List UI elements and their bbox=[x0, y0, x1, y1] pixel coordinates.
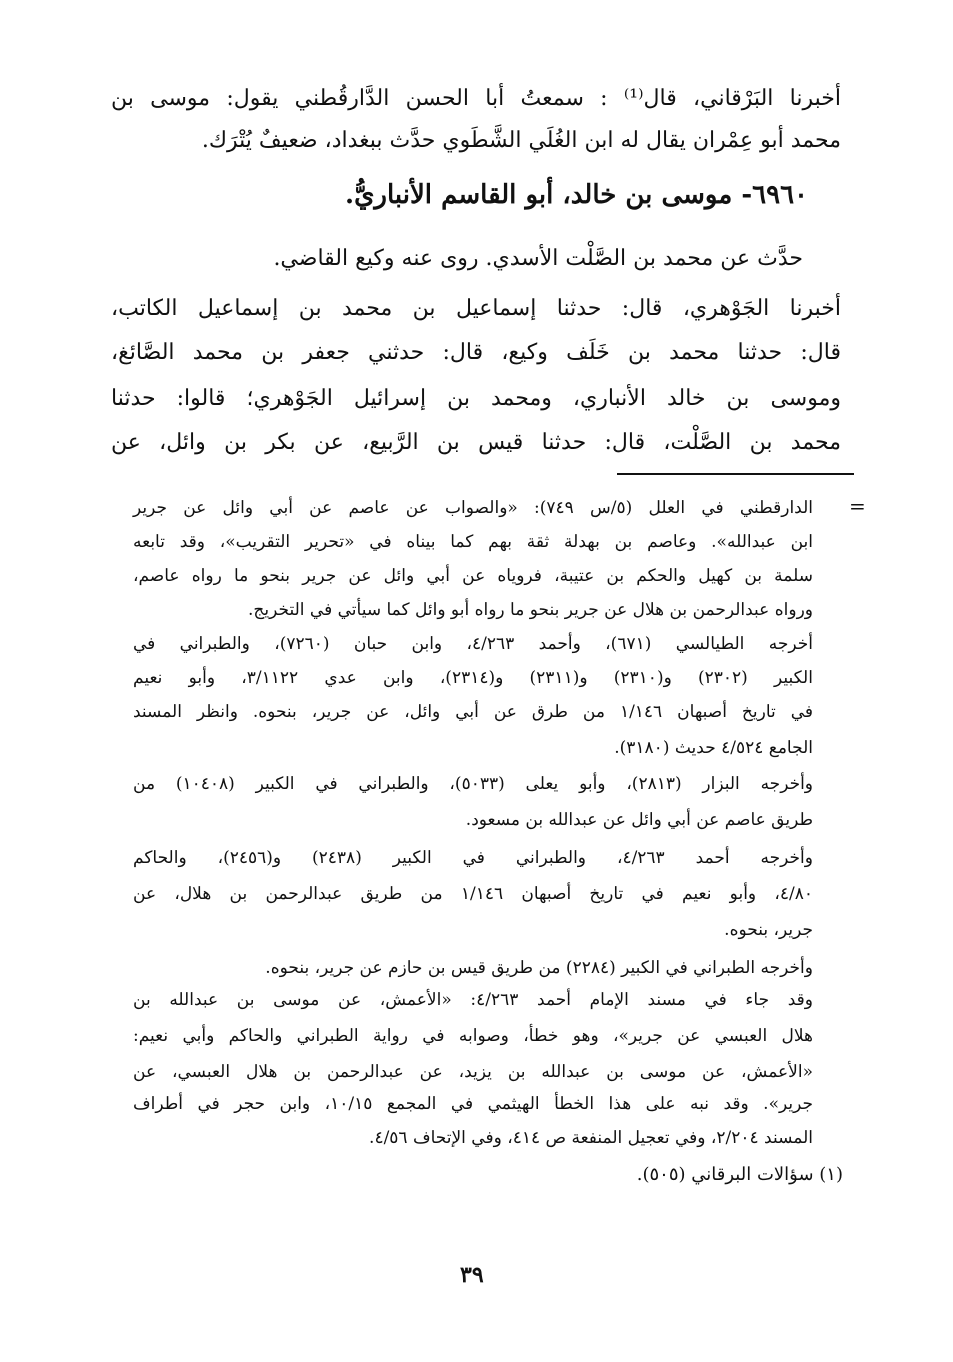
footnote-line: «الأعمش، عن موسى بن عبدالله بن يزيد، عن عبدالرحمن بن هلال العبسي، عن bbox=[133, 1062, 813, 1082]
body-line: حدَّث عن محمد بن الصَّلْت الأسدي. روى عنه وكيع القاضي. bbox=[273, 246, 803, 271]
body-line: أخبرنا البَرْقاني، قال⁽¹⁾ : سمعتُ أبا الحسن الدَّارقُطني يقول: موسى بن bbox=[111, 86, 841, 111]
footnote-line: وأخرجه البزار (٢٨١٣)، وأبو يعلى (٥٠٣٣)، والطبراني في الكبير (١٠٤٠٨) من bbox=[133, 774, 814, 794]
footnote-line: جرير، بنحوه. bbox=[724, 920, 813, 940]
footnote-line: وأخرجه أحمد ٤/٢٦٣، والطبراني في الكبير (٢٤٣٨) و(٢٤٥٦)، والحاكم bbox=[133, 848, 813, 868]
page-number: ٣٩ bbox=[460, 1262, 484, 1288]
footnote-line: الكبير (٢٣٠٢) و(٢٣١٠) و(٢٣١١) و(٢٣١٤)، وابن عدي ٣/١١٢٢، وأبو نعيم bbox=[133, 668, 813, 688]
footnote-separator bbox=[617, 473, 854, 475]
footnote-line: أخرجه الطيالسي (٦٧١)، وأحمد ٤/٢٦٣، وابن حبان (٧٢٦٠)، والطبراني في bbox=[133, 634, 813, 654]
footnote-line: ورواه عبدالرحمن بن هلال عن جرير بنحو ما رواه أبو وائل كما سيأتي في التخريج. bbox=[248, 600, 813, 620]
footnote-line: المسند ٢/٢٠٤، وفي تعجيل المنفعة ص ٤١٤، وفي الإتحاف ٤/٥٦. bbox=[369, 1128, 813, 1148]
continuation-mark: = bbox=[849, 494, 866, 518]
body-line: محمد أبو عِمْران يقال له ابن الغُلَي الشَّطَوي حدَّث ببغداد، ضعيفٌ يُتْرَك. bbox=[201, 128, 841, 153]
footnote-line: الجامع ٤/٥٢٤ حديث (٣١٨٠). bbox=[614, 738, 813, 758]
footnote-line: وأخرجه الطبراني في الكبير (٢٢٨٤) من طريق قيس بن حازم عن جرير، بنحوه. bbox=[265, 958, 813, 978]
footnote-line: هلال العبسي عن جرير»، وهو خطأ، وصوابه في رواية الطبراني والحاكم وأبي نعيم: bbox=[133, 1026, 813, 1046]
body-line: قال: حدثنا محمد بن خَلَف وكيع، قال: حدثني جعفر بن محمد الصَّائغ، bbox=[111, 340, 841, 365]
footnote-line: سلمة بن كهيل والحكم بن عتيبة، فروياه عن أبي وائل عن جرير بنحو ما رواه عاصم، bbox=[133, 566, 813, 586]
footnote-line: ابن عبدالله». وعاصم بن بهدلة ثقة بهم كما بيناه في «تحرير التقريب»، وقد تابعه bbox=[133, 532, 813, 552]
footnote-line: في تاريخ أصبهان ١/١٤٦ من طرق عن أبي وائل، عن جرير، بنحوه. وانظر المسند bbox=[133, 702, 813, 722]
footnote-line: جرير». وقد نبه على هذا الخطأ الهيثمي في المجمع ١٠/١٥، وابن حجر في أطراف bbox=[133, 1094, 813, 1114]
footnote-line: ٤/٨٠، وأبو نعيم في تاريخ أصبهان ١/١٤٦ من طريق عبدالرحمن بن هلال، عن bbox=[133, 884, 813, 904]
body-line: أخبرنا الجَوْهري، قال: حدثنا إسماعيل بن محمد بن إسماعيل الكاتب، bbox=[111, 296, 841, 321]
footnote-line: الدارقطني في العلل (٥/س ٧٤٩): «والصواب عن عاصم عن أبي وائل عن جرير bbox=[133, 498, 813, 518]
footnote-line: طريق عاصم عن أبي وائل عن عبدالله بن مسعود. bbox=[465, 810, 813, 830]
body-line: وموسى بن خالد الأنباري، ومحمد بن إسرائيل الجَوْهري؛ قالوا: حدثنا bbox=[111, 386, 841, 411]
footnote-note: (١) سؤالات البرقاني (٥٠٥). bbox=[636, 1164, 843, 1185]
entry-heading: ٦٩٦٠- موسى بن خالد، أبو القاسم الأنباريُّ. bbox=[345, 180, 808, 210]
footnote-line: وقد جاء في مسند الإمام أحمد ٤/٢٦٣: «الأعمش، عن موسى بن عبدالله بن bbox=[133, 990, 813, 1010]
body-line: محمد بن الصَّلْت، قال: حدثنا قيس بن الرَّبيع، عن بكر بن وائل، عن bbox=[111, 430, 841, 455]
